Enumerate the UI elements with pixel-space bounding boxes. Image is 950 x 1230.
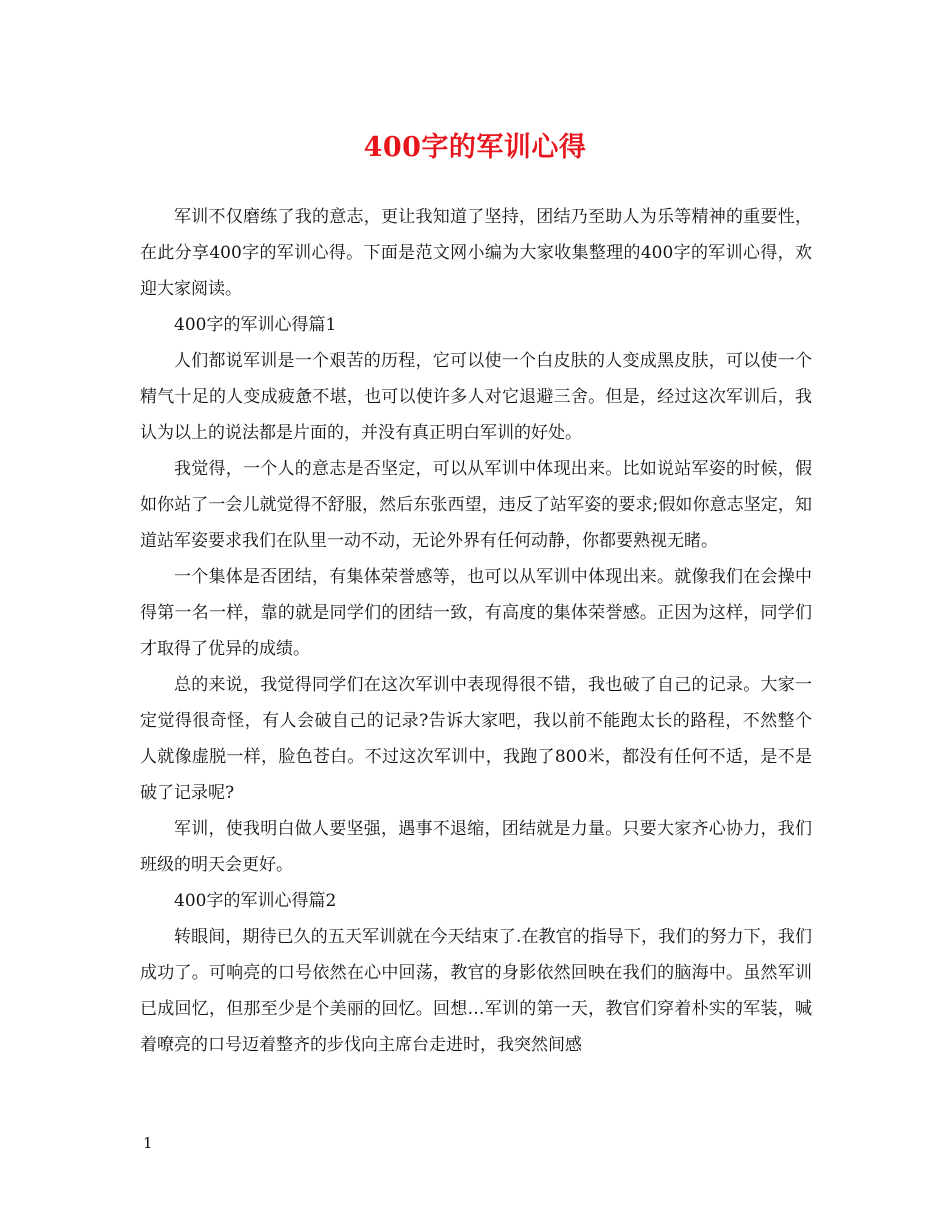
document-body [140, 199, 812, 1063]
section-heading-2: 400字的军训心得篇2 [174, 891, 337, 911]
paragraph: 一个集体是否团结，有集体荣誉感等，也可以从军训中体现出来。就像我们在会操中得第一名一样，靠的就是同学们的团结一致，有高度的集体荣誉感。正因为这样，同学们才取得了优异的成绩。 [140, 567, 812, 659]
document-title: 400字的军训心得 [363, 132, 587, 163]
paragraph: 总的来说，我觉得同学们在这次军训中表现得很不错，我也破了自己的记录。大家一定觉得很奇怪，有人会破自己的记录?告诉大家吧，我以前不能跑太长的路程，不然整个人就像虚脱一样，脸色苍白。不过这次军训中，我跑了800米，都没有任何不适，是不是破了记录呢? [140, 675, 812, 803]
section-heading-1: 400字的军训心得篇1 [174, 315, 337, 335]
paragraph: 人们都说军训是一个艰苦的历程，它可以使一个白皮肤的人变成黑皮肤，可以使一个精气十足的人变成疲惫不堪，也可以使许多人对它退避三舍。但是，经过这次军训后，我认为以上的说法都是片面的，并没有真正明白军训的好处。 [140, 351, 812, 443]
paragraph: 我觉得，一个人的意志是否坚定，可以从军训中体现出来。比如说站军姿的时候，假如你站了一会儿就觉得不舒服，然后东张西望，违反了站军姿的要求;假如你意志坚定，知道站军姿要求我们在队里一动不动，无论外界有任何动静，你都要熟视无睹。 [140, 459, 812, 551]
paragraph: 军训，使我明白做人要坚强，遇事不退缩，团结就是力量。只要大家齐心协力，我们班级的明天会更好。 [140, 819, 812, 875]
paragraph-intro: 军训不仅磨练了我的意志，更让我知道了坚持，团结乃至助人为乐等精神的重要性，在此分享400字的军训心得。下面是范文网小编为大家收集整理的400字的军训心得，欢迎大家阅读。 [140, 207, 812, 299]
paragraph: 转眼间，期待已久的五天军训就在今天结束了.在教官的指导下，我们的努力下，我们成功了。可响亮的口号依然在心中回荡，教官的身影依然回映在我们的脑海中。虽然军训已成回忆，但那至少是个美丽的回忆。回想…军训的第一天，教官们穿着朴实的军装，喊着嘹亮的口号迈着整齐的步伐向主席台走进时，我突然间感 [140, 927, 812, 1055]
page-number: 1 [143, 1134, 153, 1152]
